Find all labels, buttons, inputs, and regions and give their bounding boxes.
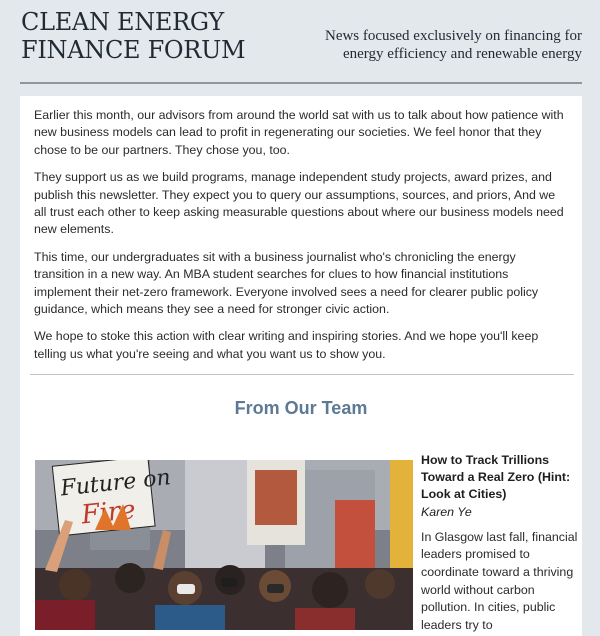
sign-text-line-2: Fire: [80, 494, 138, 531]
content-card: [20, 96, 582, 636]
sign-text-line-1: Future on: [59, 465, 172, 502]
intro-paragraph-2: They support us as we build programs, manage independent study projects, award prizes, and publish this newsletter. They expect you to query our assumptions, sources, and priors, And we all trust each other to keep asking measurable questions about where our business models need new elements.: [34, 170, 564, 237]
article-title-link[interactable]: How to Track Trillions Toward a Real Zero (Hint: Look at Cities): [421, 453, 571, 502]
section-title: From Our Team: [234, 398, 368, 418]
masthead: [0, 0, 600, 84]
protest-crowd-illustration: [35, 460, 413, 630]
title-line-1: CLEAN ENERGY: [21, 8, 224, 36]
header-divider: [20, 82, 582, 84]
title-line-2: FINANCE FORUM: [21, 36, 246, 64]
intro-paragraph-3: This time, our undergraduates sit with a business journalist who's chronicling the energy transition in a new way. An MBA student searches for clues to how financial institutions implement their net-zero framework. Everyone involved sees a need for clearer public policy guidance, which means they see a need for stronger civic action.: [34, 249, 539, 317]
section-divider: [30, 374, 574, 375]
tagline-line-1: News focused exclusively on financing for: [324, 28, 582, 44]
article-author: Karen Ye: [421, 504, 472, 519]
intro-letter: [34, 107, 564, 373]
article-teaser: [421, 452, 579, 634]
intro-paragraph-4: We hope to stoke this action with clear writing and inspiring stories. And we hope you'll keep telling us what you're seeing and what you want us to show you.: [34, 329, 539, 361]
tagline-line-2: energy efficiency and renewable energy: [342, 46, 582, 62]
article-photo[interactable]: [35, 460, 413, 630]
tagline: [325, 27, 582, 63]
newsletter-title[interactable]: [21, 8, 245, 64]
article-excerpt: In Glasgow last fall, financial leaders promised to coordinate toward a thriving world without carbon pollution. In cities, public leaders try to: [421, 529, 578, 632]
intro-paragraph-1: Earlier this month, our advisors from around the world sat with us to talk about how patience with new business models can lead to profit in regenerating our societies. We feel honor that they chose to be our partners. They chose you, too.: [34, 108, 564, 157]
